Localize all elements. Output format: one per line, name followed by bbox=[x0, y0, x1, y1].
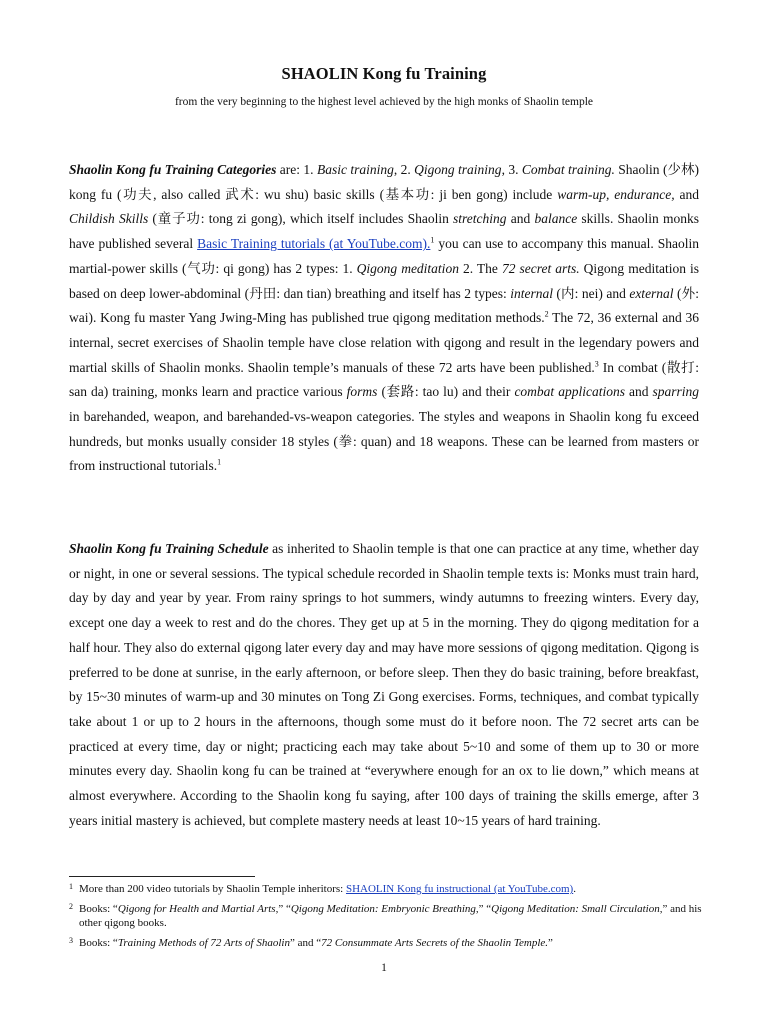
italic-run: Qigong for Health and Martial Arts, bbox=[117, 902, 279, 915]
footnote-2 bbox=[69, 902, 709, 931]
footnote-1 bbox=[69, 882, 709, 897]
italic-run: 72 Consummate Arts Secrets of the Shaolin Temple. bbox=[321, 936, 549, 949]
text-run: you can use to accompany this manual. Shaolin martial-power skills (气功: qi gong) has 2 types: 1. bbox=[69, 236, 699, 276]
italic-run: Basic training bbox=[316, 162, 394, 177]
text-run: , 2. bbox=[393, 162, 415, 177]
italic-run: Qigong meditation bbox=[356, 260, 459, 276]
italic-run: balance bbox=[534, 211, 578, 227]
text-run: and bbox=[674, 186, 699, 202]
italic-run: warm-up, endurance, bbox=[557, 186, 675, 202]
paragraph-lead: Shaolin Kong fu Training Categories bbox=[69, 162, 277, 177]
footnote-ref[interactable]: 1 bbox=[430, 235, 435, 245]
italic-run: internal bbox=[510, 285, 553, 301]
text-run: and bbox=[506, 211, 535, 227]
italic-run: Combat training. bbox=[521, 162, 615, 177]
footnote-ref[interactable]: 3 bbox=[594, 359, 599, 369]
footnote-number: 1 bbox=[69, 882, 73, 891]
italic-run: Training Methods of 72 Arts of Shaolin bbox=[117, 936, 290, 949]
text-run: (内: nei) and bbox=[552, 285, 630, 301]
footnote-ref[interactable]: 2 bbox=[544, 309, 549, 319]
text-run: Books: “ bbox=[79, 902, 118, 915]
footnote-number: 2 bbox=[69, 901, 73, 911]
text-run: . bbox=[573, 883, 576, 895]
footnote-number: 3 bbox=[69, 935, 73, 945]
footnotes bbox=[69, 882, 709, 955]
document-title: SHAOLIN Kong fu Training bbox=[281, 64, 487, 83]
text-run: in barehanded, weapon, and barehanded-vs-weapon categories. The styles and weapons in Shaolin kong fu exceed hundreds, but monks usually consider 18 styles (拳: quan) and 18 weapons. These can be learned from masters or from instructional tutorials. bbox=[69, 409, 699, 474]
italic-run: Qigong Meditation: Small Circulation, bbox=[491, 902, 663, 915]
text-run: and bbox=[624, 384, 653, 400]
italic-run: 72 secret arts. bbox=[501, 260, 580, 276]
shaolin-instructional-link[interactable]: SHAOLIN Kong fu instructional (at YouTube.com) bbox=[345, 883, 574, 895]
text-run: Qigong meditation is based on deep lower-abdominal (丹田: dan tian) breathing and itself has 2 types: bbox=[69, 260, 699, 301]
footnote-ref[interactable]: 1 bbox=[217, 457, 222, 467]
italic-run: Childish Skills bbox=[69, 211, 149, 227]
italic-run: external bbox=[629, 285, 674, 301]
italic-run: stretching bbox=[453, 211, 507, 227]
text-run: (外: wai). Kong fu master Yang Jwing-Ming has published true qigong meditation methods. bbox=[69, 285, 700, 326]
text-run: skills. Shaolin monks have published several bbox=[69, 211, 699, 252]
document-subtitle: from the very beginning to the highest level achieved by the high monks of Shaolin temple bbox=[174, 96, 594, 108]
text-run: 2. The bbox=[458, 260, 502, 276]
text-run: ” “ bbox=[478, 902, 492, 915]
text-run: are: 1. bbox=[276, 162, 317, 177]
text-run: ” and “ bbox=[289, 936, 322, 949]
text-run: More than 200 video tutorials by Shaolin Temple inheritors: bbox=[79, 883, 346, 895]
italic-run: combat applications bbox=[514, 384, 625, 400]
italic-run: sparring bbox=[652, 384, 699, 400]
italic-run: Qigong training bbox=[414, 162, 502, 177]
italic-run: Qigong Meditation: Embryonic Breathing, bbox=[290, 902, 479, 915]
italic-run: forms bbox=[346, 384, 378, 400]
text-run: Books: “ bbox=[79, 936, 118, 949]
text-run: Shaolin (少林) kong fu (功夫, also called 武术: wu shu) basic skills (基本功: ji ben gong) include bbox=[69, 162, 700, 202]
text-run: (童子功: tong zi gong), which itself includes Shaolin bbox=[148, 211, 454, 227]
text-run: In combat (散打: san da) training, monks learn and practice various bbox=[69, 359, 699, 400]
text-run: ” “ bbox=[278, 902, 291, 915]
paragraph-lead: Shaolin Kong fu Training Schedule bbox=[69, 541, 269, 556]
text-run: ” bbox=[548, 936, 553, 949]
text-run: , 3. bbox=[501, 162, 522, 177]
footnote-3 bbox=[69, 936, 709, 951]
basic-training-tutorials-link[interactable]: Basic Training tutorials (at YouTube.com). bbox=[197, 236, 431, 252]
text-run: The 72, 36 external and 36 internal, secret exercises of Shaolin temple have close relation with qigong and result in the legendary powers and martial skills of Shaolin monks. Shaolin temple’s manuals of these 72 arts have been published. bbox=[69, 310, 700, 375]
page-number: 1 bbox=[381, 962, 387, 974]
text-run: (套路: tao lu) and their bbox=[377, 384, 515, 400]
footnote-separator bbox=[69, 876, 255, 877]
text-run: ” and his other qigong books. bbox=[79, 902, 702, 929]
text-run: as inherited to Shaolin temple is that one can practice at any time, whether day or night, in one or several sessions. The typical schedule recorded in Shaolin temple texts is: Monks must train hard, day by day and year by year. From rainy springs to hot summers, windy autumns to freezing winters. Every day, except one day a week to rest and do the chores. They get up at 5 in the morning. They do qigong meditation for a half hour. They also do external qigong later every day and may have more sessions of qigong meditation. Qigong is preferred to be done at sunrise, in the early afternoon, or before sleep. Then they do basic training, before breakfast, by 15~30 minutes of warm-up and 30 minutes on Tong Zi Gong exercises. Forms, techniques, and combat typically take about 1 or up to 2 hours in the afternoons, though some must do it before noon. The 72 secret arts can be practiced at every time, day or night; practicing each may take about 5~10 and some of them up to 30 or more minutes every day. Shaolin kong fu can be trained at “everywhere enough for an ox to lie down,” which means at almost everywhere. According to the Shaolin kong fu saying, after 100 days of training the skills emerge, after 3 years initial mastery is achieved, but complete mastery needs at least 10~15 years of hard training. bbox=[69, 541, 699, 828]
paragraph-training-categories bbox=[69, 158, 699, 479]
paragraph-training-schedule bbox=[69, 537, 699, 833]
